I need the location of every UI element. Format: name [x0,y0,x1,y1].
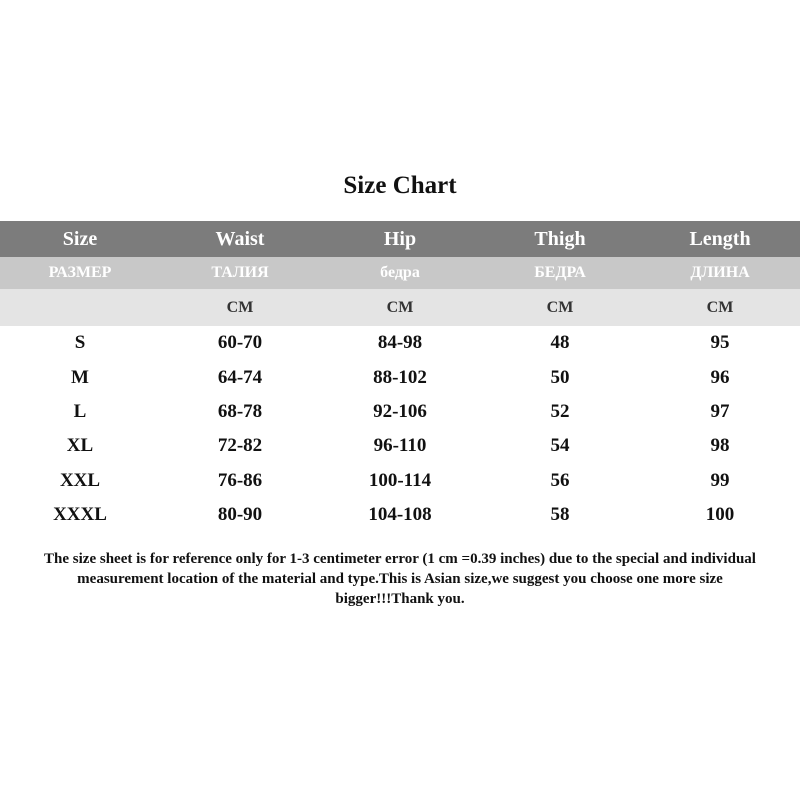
thigh-cell: 50 [550,366,570,388]
length-cell: 96 [710,366,730,388]
waist-cell: 72-82 [217,435,263,457]
chart-title: Size Chart [343,172,457,199]
table-row [0,360,800,394]
table-row [0,498,800,532]
unit-thigh: CM [546,298,574,316]
disclaimer-line: bigger!!!Thank you. [335,591,465,607]
waist-cell: 76-86 [217,469,263,491]
header-ru-length: ДЛИНА [690,264,750,281]
disclaimer-line: measurement location of the material and type.This is Asian size,we suggest you choose one more size [77,571,723,587]
header-ru-waist: ТАЛИЯ [211,264,269,281]
hip-cell: 84-98 [377,332,423,354]
hip-cell: 100-114 [368,469,432,491]
header-ru-thigh: БЕДРА [534,264,586,281]
header-ru-size: РАЗМЕР [48,264,112,281]
table-row [0,326,800,360]
unit-row [0,289,800,326]
thigh-cell: 58 [550,504,570,526]
size-table-body [0,326,800,532]
size-disclaimer [0,549,800,609]
header-waist: Waist [215,227,265,250]
header-row [0,221,800,257]
size-cell: L [73,400,87,422]
hip-cell: 96-110 [373,435,427,457]
russian-header-row [0,257,800,289]
thigh-cell: 56 [550,469,570,491]
header-ru-hip: бедра [380,264,420,281]
thigh-cell: 52 [550,400,570,422]
table-row [0,429,800,463]
hip-cell: 88-102 [373,366,427,388]
size-cell: XL [66,435,94,457]
size-cell: S [74,332,86,354]
length-cell: 98 [710,435,730,457]
header-hip: Hip [383,227,417,250]
hip-cell: 104-108 [368,504,432,526]
thigh-cell: 54 [550,435,570,457]
unit-hip: CM [386,298,414,316]
size-cell: XXL [59,469,101,491]
thigh-cell: 48 [550,332,570,354]
hip-cell: 92-106 [373,400,427,422]
table-row [0,395,800,429]
unit-length: CM [706,298,734,316]
waist-cell: 68-78 [217,400,263,422]
length-cell: 100 [705,504,735,526]
unit-waist: CM [226,298,254,316]
waist-cell: 64-74 [217,366,263,388]
length-cell: 97 [710,400,730,422]
length-cell: 99 [710,469,730,491]
header-thigh: Thigh [534,227,586,250]
header-length: Length [689,227,751,250]
size-cell: M [71,366,89,388]
length-cell: 95 [710,332,730,354]
disclaimer-line: The size sheet is for reference only for 1-3 centimeter error (1 cm =0.39 inches) due to the special and individual [44,551,756,567]
waist-cell: 60-70 [217,332,263,354]
waist-cell: 80-90 [217,504,263,526]
table-row [0,464,800,498]
header-size: Size [62,227,98,250]
size-cell: XXXL [53,504,107,526]
